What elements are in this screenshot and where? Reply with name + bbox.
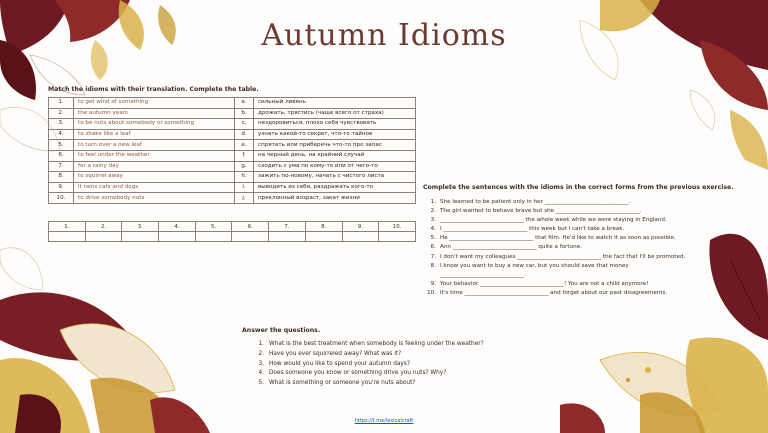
letter-cell: b. [235, 108, 254, 119]
sentence-text: I ______________________________ this week but I can't take a break. [440, 226, 625, 233]
idiom-cell: to drive somebody nuts [74, 193, 235, 204]
idiom-cell: to feel under the weather [74, 150, 235, 161]
answer-blank-cell[interactable] [232, 232, 269, 242]
answer-blank-cell[interactable] [269, 232, 306, 242]
answer-header-cell: 7. [269, 222, 306, 232]
item-number: 10. [427, 289, 436, 296]
letter-cell: e. [235, 140, 254, 151]
table-row [49, 140, 416, 151]
letter-cell: f. [235, 150, 254, 161]
sentence-text: He ______________________________ that film. He'd like to watch it as soon as possible. [440, 235, 676, 242]
list-item [423, 234, 748, 243]
table-row [49, 172, 416, 183]
item-number: 1. [430, 199, 436, 205]
letter-cell: h. [235, 172, 254, 183]
row-number: 1. [49, 98, 74, 109]
answer-blank-cell[interactable] [379, 232, 416, 242]
question-text: How would you like to spend your autumn days? [269, 360, 410, 367]
answer-blank-cell[interactable] [305, 232, 342, 242]
item-number: 3. [258, 360, 264, 367]
translation-cell: зажить по-новому, начать с чистого листа [254, 172, 416, 183]
item-number: 7. [430, 253, 436, 260]
answer-header-cell: 9. [342, 222, 379, 232]
question-text: What is the best treatment when somebody is feeling under the weather? [269, 341, 484, 347]
table-row [49, 161, 416, 172]
table-row [49, 98, 416, 109]
idiom-cell: for a rainy day [74, 161, 235, 172]
translation-cell: сходить с ума по кому-то или от чего-то [254, 161, 416, 172]
row-number: 7. [49, 161, 74, 172]
question-text: Does someone you know or something drive you nuts? Why? [269, 370, 447, 377]
answer-header-cell: 8. [305, 222, 342, 232]
list-item [252, 360, 582, 370]
sentence-text: ______________________________. [440, 271, 526, 278]
item-number: 8. [430, 262, 436, 269]
letter-cell: g. [235, 161, 254, 172]
row-number: 6. [49, 150, 74, 161]
sentence-text: ______________________________ the whole week while we were staying in England. [440, 217, 667, 224]
row-number: 10. [49, 193, 74, 204]
letter-cell: i. [235, 182, 254, 193]
row-number: 9. [49, 182, 74, 193]
letter-cell: c. [235, 119, 254, 130]
translation-cell: нездоровиться, плохо себя чувствовать [254, 119, 416, 130]
idiom-match-table [48, 97, 416, 204]
answer-header-cell: 3. [122, 222, 159, 232]
sentence-text: She learned to be patient only in her ______________________________. [440, 199, 631, 205]
answer-header-cell: 1. [49, 222, 86, 232]
item-number: 2. [258, 350, 264, 357]
translation-cell: узнать какой-то секрет, что-то тайное [254, 129, 416, 140]
letter-cell: a. [235, 98, 254, 109]
idiom-cell: to be nuts about somebody or something [74, 119, 235, 130]
answer-header-row [49, 222, 416, 232]
idiom-cell: to get wind of something [74, 98, 235, 109]
item-number: 5. [430, 235, 436, 242]
translation-cell: на черный день, на крайний случай [254, 150, 416, 161]
item-number: 4. [430, 226, 436, 233]
sentence-list [423, 198, 748, 298]
row-number: 8. [49, 172, 74, 183]
translation-cell: выводить из себя, раздражать кого-то [254, 182, 416, 193]
list-item [423, 225, 748, 234]
list-item [423, 280, 748, 289]
answer-header-cell: 4. [159, 222, 196, 232]
item-number: 1. [258, 341, 264, 347]
idiom-cell: to turn over a new leaf [74, 140, 235, 151]
list-item [423, 216, 748, 225]
idiom-cell: it rains cats and dogs [74, 182, 235, 193]
footer-link[interactable]: https://t.me/lexicalcraft [354, 418, 414, 424]
answer-blank-cell[interactable] [122, 232, 159, 242]
item-number: 2. [430, 208, 436, 215]
item-number: 3. [430, 217, 436, 224]
translation-cell: преклонный возраст, закат жизни [254, 193, 416, 204]
table-row [49, 108, 416, 119]
list-item [423, 198, 748, 207]
answer-blank-cell[interactable] [49, 232, 86, 242]
row-number: 5. [49, 140, 74, 151]
list-item [423, 207, 748, 216]
table-row [49, 193, 416, 204]
list-item [423, 262, 748, 271]
page-title: Autumn Idioms [261, 18, 507, 53]
list-item [252, 350, 582, 360]
table-row [49, 182, 416, 193]
sentence-text: I don't want my colleagues ______________________________ the fact that I'll be promoted. [440, 253, 686, 260]
answer-blank-cell[interactable] [85, 232, 122, 242]
list-item [423, 271, 748, 280]
translation-cell: спрятать или приберечь что-то про запас [254, 140, 416, 151]
translation-cell: дрожать, трястись (чаще всего от страха) [254, 108, 416, 119]
list-item [252, 379, 582, 389]
list-item [423, 253, 748, 262]
exercise2-instruction: Complete the sentences with the idioms in the correct forms from the previous exercise. [423, 184, 734, 191]
sentence-text: I know you want to buy a new car, but you should save that money [440, 262, 629, 269]
idiom-cell: to shake like a leaf [74, 129, 235, 140]
answer-blank-row [49, 232, 416, 242]
item-number: 6. [430, 244, 436, 251]
question-list [252, 340, 582, 389]
exercise1-instruction: Match the idioms with their translation. Complete the table. [48, 86, 259, 93]
sentence-text: It's time ______________________________ and forget about our past disagreements. [440, 289, 668, 296]
answer-header-cell: 6. [232, 222, 269, 232]
table-row [49, 129, 416, 140]
answer-header-cell: 2. [85, 222, 122, 232]
list-item [423, 243, 748, 252]
leaf-cluster-bottom-left [0, 292, 210, 433]
row-number: 4. [49, 129, 74, 140]
answer-blank-cell[interactable] [342, 232, 379, 242]
table-row [49, 119, 416, 130]
question-text: What is something or someone you're nuts about? [269, 380, 416, 387]
idiom-cell: the autumn years [74, 108, 235, 119]
letter-cell: j. [235, 193, 254, 204]
list-item [252, 369, 582, 379]
answer-header-cell: 10. [379, 222, 416, 232]
table-row [49, 150, 416, 161]
answer-grid [48, 221, 416, 242]
item-number: 4. [258, 370, 264, 377]
row-number: 2. [49, 108, 74, 119]
answer-header-cell: 5. [195, 222, 232, 232]
answer-blank-cell[interactable] [159, 232, 196, 242]
idiom-cell: to squirrel away [74, 172, 235, 183]
letter-cell: d. [235, 129, 254, 140]
list-item [423, 289, 748, 298]
item-number: 5. [258, 380, 264, 387]
sentence-text: The girl wanted to behave brave but she ______________________________. [440, 208, 642, 215]
row-number: 3. [49, 119, 74, 130]
item-number: 9. [430, 280, 436, 287]
sentence-text: Ann ______________________________ quite a fortune. [440, 244, 582, 251]
exercise3-instruction: Answer the questions. [242, 327, 321, 334]
question-text: Have you ever squirreled away? What was it? [269, 350, 402, 357]
answer-blank-cell[interactable] [195, 232, 232, 242]
list-item [252, 340, 582, 350]
sentence-text: Your behavior ______________________________! You are not a child anymore! [440, 280, 649, 287]
translation-cell: сильный ливень [254, 98, 416, 109]
